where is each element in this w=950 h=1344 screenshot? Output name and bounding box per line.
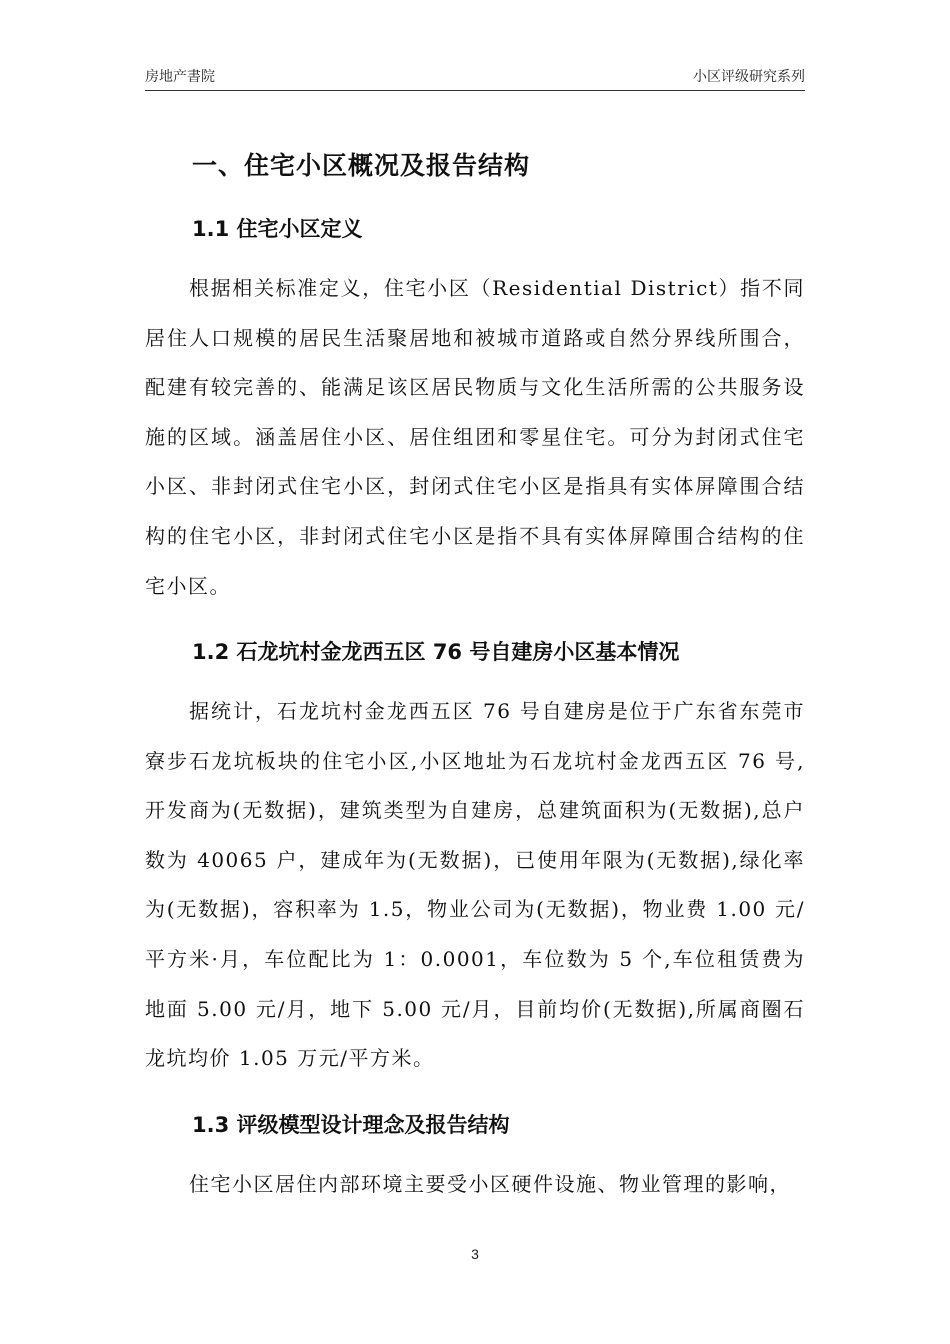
page-number: 3 [471, 1246, 479, 1262]
subsection-body-1-1: 根据相关标准定义，住宅小区（Residential District）指不同居住人口规模的居民生活聚居地和被城市道路或自然分界线所围合，配建有较完善的、能满足该区居民物质与文化生活所需的公共服务设施的区域。涵盖居住小区、居住组团和零星住宅。可分为封闭式住宅小区、非封闭式住宅小区，封闭式住宅小区是指具有实体屏障围合结构的住宅小区，非封闭式住宅小区是指不具有实体屏障围合结构的住宅小区。 [145, 276, 805, 598]
page-header [145, 66, 805, 90]
header-divider [145, 90, 805, 91]
subsection-title-1-2: 1.2 石龙坑村金龙西五区 76 号自建房小区基本情况 [192, 640, 680, 664]
subsection-body-1-3: 住宅小区居住内部环境主要受小区硬件设施、物业管理的影响， [189, 1172, 791, 1196]
subsection-title-1-1: 1.1 住宅小区定义 [192, 217, 363, 241]
subsection-title-1-3: 1.3 评级模型设计理念及报告结构 [192, 1113, 510, 1137]
header-publisher: 房地产書院 [145, 69, 215, 85]
header-series-title: 小区评级研究系列 [693, 69, 805, 85]
subsection-body-1-2: 据统计，石龙坑村金龙西五区 76 号自建房是位于广东省东莞市寮步石龙坑板块的住宅小区,小区地址为石龙坑村金龙西五区 76 号,开发商为(无数据)，建筑类型为自建房，总建筑面积为(无数据),总户数为 40065 户，建成年为(无数据)，已使用年限为(无数据),绿化率为(无数据)，容积率为 1.5，物业公司为(无数据)，物业费 1.00 元/平方米·月，车位配比为 1：0.0001，车位数为 5 个,车位租赁费为地面 5.00 元/月，地下 5.00 元/月，目前均价(无数据),所属商圈石龙坑均价 1.05 万元/平方米。 [145, 699, 805, 1071]
section-title: 一、住宅小区概况及报告结构 [192, 151, 531, 180]
